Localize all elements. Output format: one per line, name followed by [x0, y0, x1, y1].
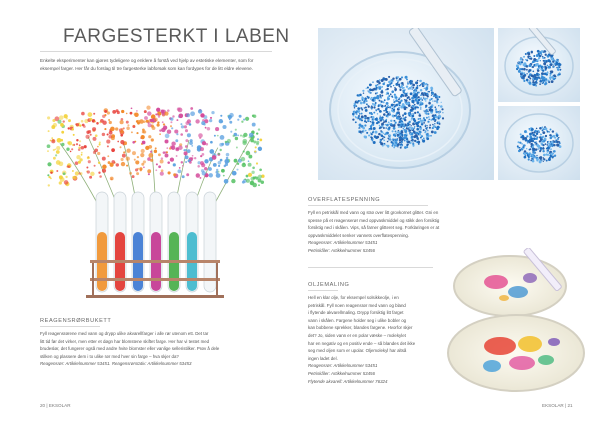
- body-line: brudeslør, det fungerer også med andre hvite blomster eller vanlige selleristilker. Prøv å dele: [40, 346, 220, 352]
- page-footer-left: 20 | EKSOLAR: [40, 403, 71, 408]
- section-divider: [308, 205, 428, 206]
- body-line: forsiktig ned i skålen. Vips, så farner glitteret seg. Forklaringen er at: [308, 225, 440, 231]
- section-divider: [40, 326, 100, 327]
- oil-paint-dish-image: [438, 248, 590, 398]
- intro-text: Enkelte eksperimenter kan gjøres tydeligere og enklere å forstå ved hjelp av estetiske elementer, som for eksempel farger. Her får du forslag til tre fargesterke labforsøk som kan fordypes for de litt eldre elevene.: [40, 58, 254, 72]
- body-line: vann i skålen. Fargene holder seg i ulike bobler og: [308, 317, 407, 323]
- section-heading: REAGENSRØRBUKETT: [40, 318, 112, 324]
- section-heading: OLJEMALING: [308, 282, 350, 288]
- article-reference: Reagensrør: Artikkelnummer 53451: [308, 240, 378, 246]
- body-line: stilken og plassere dem i to ulike rør med hver sin farge – hva skjer da?: [40, 353, 179, 359]
- article-reference: Reagensrør: Artikkelnummer 53451: [308, 363, 378, 369]
- body-line: spesse på et reagenserør med oppvaskmiddel og stikk den forsiktig: [308, 217, 440, 223]
- section-divider: [308, 290, 338, 291]
- body-line: litt tid før det virker, men etter et døgn har blomstene skiftet farge. Her har vi testet med: [40, 338, 210, 344]
- flower-tubes-image: [40, 92, 272, 314]
- title-divider: [40, 51, 272, 52]
- body-line: det? Jo, siden vann er en polar væske – molekylet: [308, 332, 406, 338]
- page-title: FARGESTERKT I LABEN: [63, 26, 290, 47]
- page-footer-right: EKSOLAR | 21: [542, 403, 573, 408]
- body-line: kan bobbene sprekker, blandes fargene. Hvorfor skjer: [308, 325, 413, 331]
- body-line: Hell en klar olje, for eksempel solsikkeolje, i en: [308, 295, 399, 300]
- body-line: seg med oljen som er upolar. Oljemolekyl har altså: [308, 348, 407, 354]
- section-heading: OVERFLATESPENNING: [308, 197, 381, 203]
- section-oljemaling: [308, 282, 448, 385]
- body-line: i flytende akvarellmaling. Drypp forsiktig litt farget: [308, 310, 404, 316]
- section-reagensrorbukett: [40, 318, 272, 368]
- body-line: ingen ladet del.: [308, 355, 338, 361]
- article-reference: Petriskåler: Artikkelnummer 53456: [308, 370, 375, 376]
- body-line: petriskål. Fyll noen reagensrør med vann og bland: [308, 302, 406, 308]
- article-reference: Reagensrør: Artikkelnummer 53451. Reagensrørstativ: Artikkelnummer 53453: [40, 361, 192, 367]
- body-line: Fyll en petriskål med vann og strø over litt grovkornet glitter. Gni en: [308, 210, 439, 215]
- body-line: Fyll reagensrørene med vann og drypp ulike akvarellfarger i alle rør utenom ett. Det tar: [40, 331, 209, 336]
- section-separator: [308, 267, 433, 268]
- article-reference: Petriskåler: Artikkelnummer 53456: [308, 247, 375, 253]
- section-overflatespenning: [308, 197, 468, 255]
- body-line: har en negativ og en positiv ende – så blandes det ikke: [308, 340, 416, 346]
- petri-glitter-image: [318, 28, 580, 180]
- body-line: oppvaskmiddelet senker vannets overflatespenning.: [308, 232, 410, 238]
- article-reference: Flytende akvarell: Artikkelnummer 76324: [308, 378, 388, 384]
